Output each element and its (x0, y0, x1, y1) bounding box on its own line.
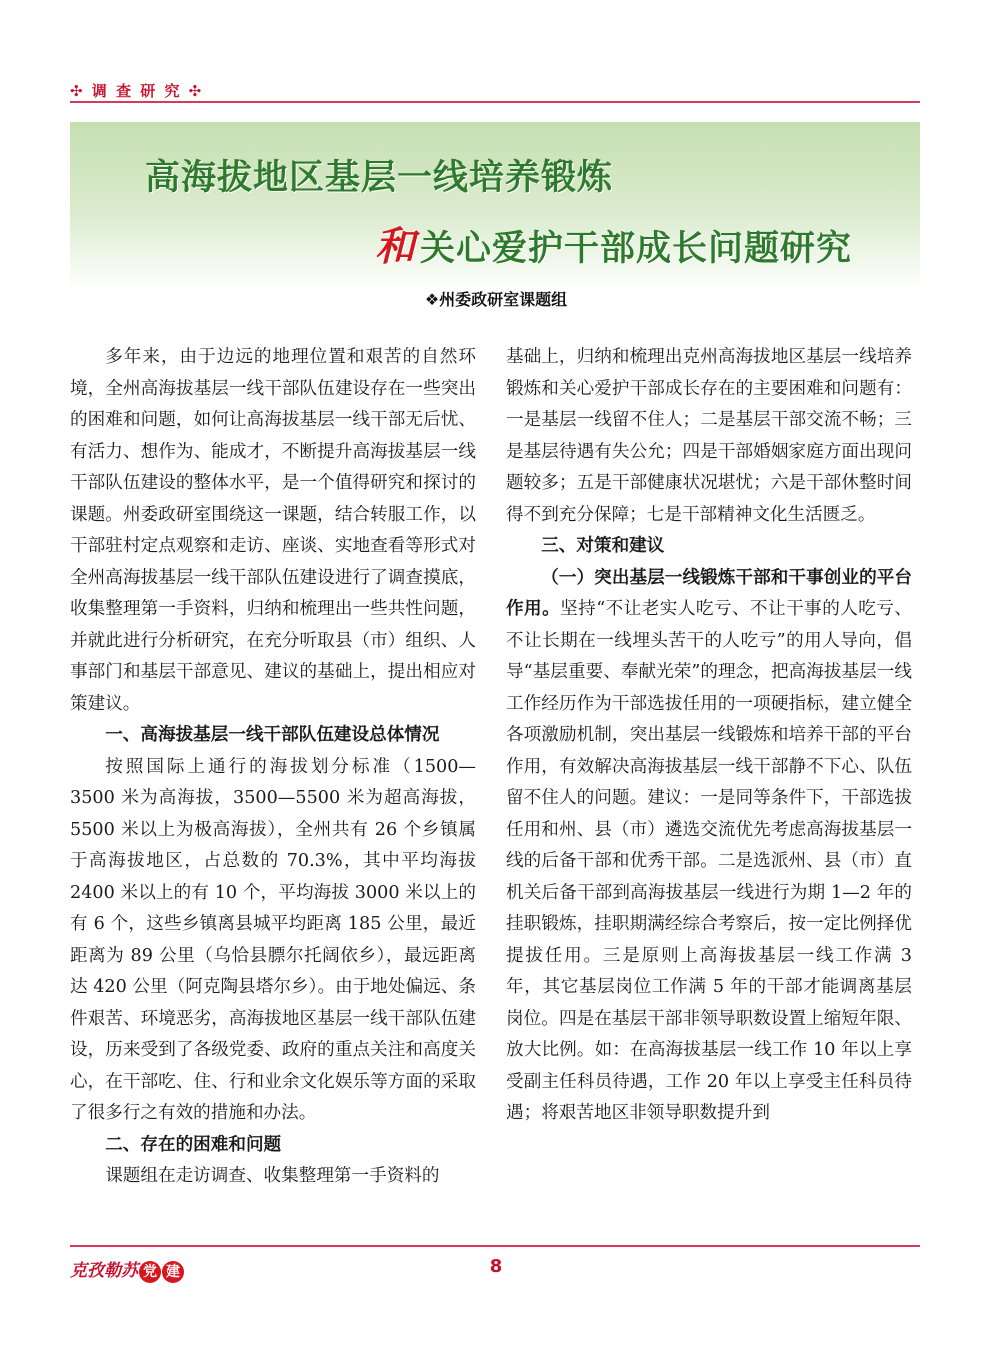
body-paragraph-3 (506, 563, 912, 1130)
body-paragraph-continued: 基础上，归纳和梳理出克州高海拔地区基层一线培养锻炼和关心爱护干部成长存在的主要困难和问题有：一是基层一线留不住人；二是基层干部交流不畅；三是基层待遇有失公允；四是干部婚姻家庭方面出现问题较多；五是干部健康状况堪忧；六是干部休整时间得不到充分保障；七是干部精神文化生活匮乏。 (506, 347, 912, 525)
left-column (70, 342, 476, 1193)
intro-paragraph: 多年来，由于边远的地理位置和艰苦的自然环境，全州高海拔基层一线干部队伍建设存在一些突出的困难和问题，如何让高海拔基层一线干部无后忧、有活力、想作为、能成才，不断提升高海拔基层一线干部队伍建设的整体水平，是一个值得研究和探讨的课题。州委政研室围绕这一课题，结合转服工作，以干部驻村定点观察和走访、座谈、实地查看等形式对全州高海拔基层一线干部队伍建设进行了调查摸底，收集整理第一手资料，归纳和梳理出一些共性问题，并就此进行分析研究，在充分听取县（市）组织、人事部门和基层干部意见、建议的基础上，提出相应对策建议。 (70, 347, 476, 714)
article-title-line2 (375, 215, 852, 272)
magazine-name-circle-1: 党 (139, 1261, 161, 1283)
body-paragraph-2: 课题组在走访调查、收集整理第一手资料的 (105, 1166, 440, 1186)
right-column (506, 342, 912, 1130)
section-tag: ✣ 调 查 研 究 ✣ (70, 82, 204, 100)
body-paragraph-1: 按照国际上通行的海拔划分标准（1500—3500 米为高海拔，3500—5500 米为超高海拔，5500 米以上为极高海拔），全州共有 26 个乡镇属于高海拔地区，占总数的 70.3%，其中平均海拔 2400 米以上的有 10 个，平均海拔 3000 米以上的有 6 个，这些乡镇离县城平均距离 185 公里，最近距离为 89 公里（乌恰县膘尔托阔依乡），最远距离达 420 公里（阿克陶县塔尔乡）。由于地处偏远、条件艰苦、环境恶劣，高海拔地区基层一线干部队伍建设，历来受到了各级党委、政府的重点关注和高度关心，在干部吃、住、行和业余文化娱乐等方面的采取了很多行之有效的措施和办法。 (70, 756, 476, 1123)
body-paragraph-3-text: 坚持“不让老实人吃亏、不让干事的人吃亏、不让长期在一线埋头苦干的人吃亏”的用人导向，倡导“基层重要、奉献光荣”的理念，把高海拔基层一线工作经历作为干部选拔任用的一项硬指标，建立健全各项激励机制，突出基层一线锻炼和培养干部的平台作用，有效解决高海拔基层一线干部静不下心、队伍留不住人的问题。建议：一是同等条件下，干部选拔任用和州、县（市）遴选交流优先考虑高海拔基层一线的后备干部和优秀干部。二是选派州、县（市）直机关后备干部到高海拔基层一线进行为期 1—2 年的挂职锻炼，挂职期满经综合考察后，按一定比例择优提拔任用。三是原则上高海拔基层一线工作满 3 年，其它基层岗位工作满 5 年的干部才能调离基层岗位。四是在基层干部非领导职数设置上缩短年限、放大比例。如：在高海拔基层一线工作 10 年以上享受副主任科员待遇，工作 20 年以上享受主任科员待遇；将艰苦地区非领导职数提升到 (506, 599, 912, 1123)
section-heading-3: 三、对策和建议 (541, 536, 665, 556)
title-decorative-char: 和 (375, 223, 416, 270)
section-heading-2: 二、存在的困难和问题 (105, 1134, 282, 1155)
magazine-name-circle-2: 建 (162, 1261, 184, 1283)
page-number: 8 (489, 1256, 503, 1277)
author-byline: ❖州委政研室课题组 (424, 290, 568, 309)
article-title-line1: 高海拔地区基层一线培养锻炼 (145, 158, 614, 198)
article-title-line2-text: 关心爱护干部成长问题研究 (420, 229, 853, 269)
magazine-name-text: 克孜勒苏 (70, 1261, 138, 1281)
footer-divider (70, 1245, 920, 1247)
subsection-heading-1: （一）突出基层一线锻炼干部和干事创业的平台作用。 (506, 567, 912, 619)
header-divider (70, 101, 920, 103)
section-heading-1: 一、高海拔基层一线干部队伍建设总体情况 (105, 725, 440, 745)
